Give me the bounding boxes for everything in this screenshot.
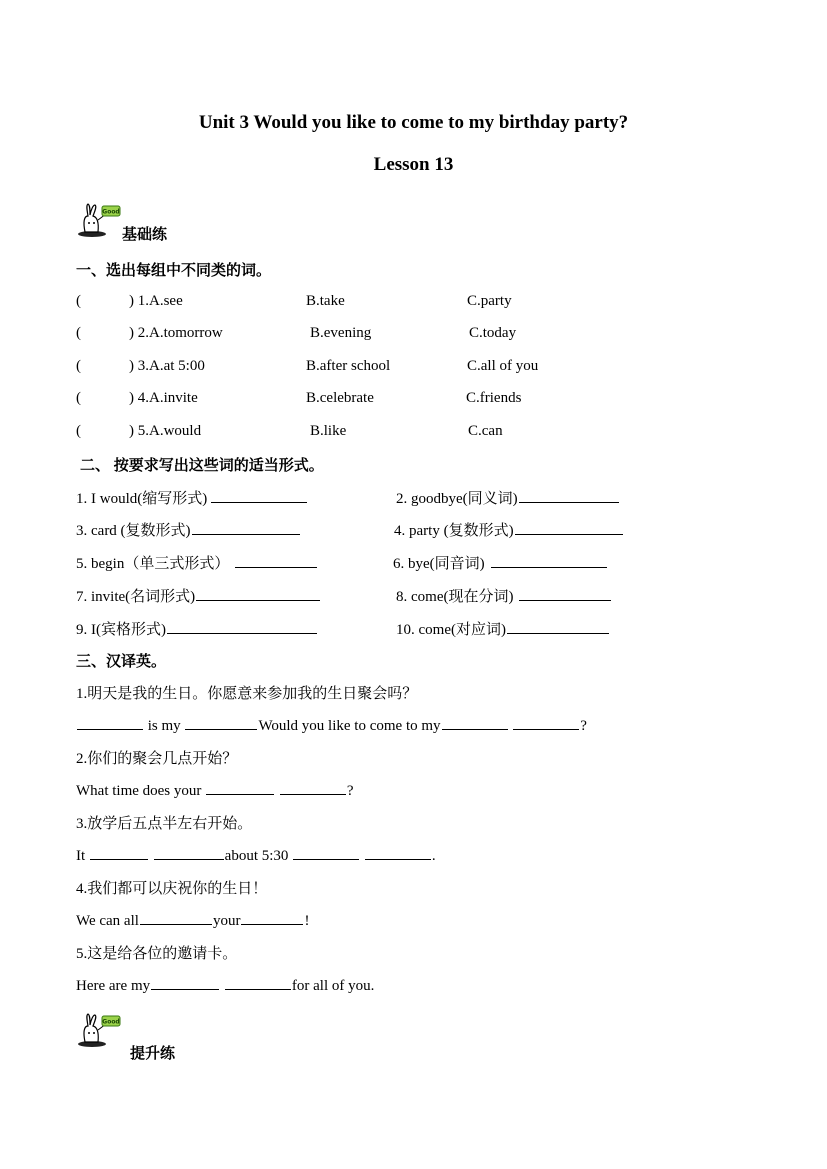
answer-bracket: (	[76, 293, 81, 309]
rabbit-good-icon	[76, 202, 122, 238]
word-form-item	[393, 552, 608, 573]
item-text: 1. I would(缩写形式)	[76, 491, 208, 507]
choice-b: B.evening	[310, 325, 372, 341]
translation-prompt: 3.放学后五点半左右开始。	[76, 816, 253, 832]
translation-line	[76, 975, 374, 995]
line-text: your	[212, 913, 241, 929]
item-text: 6. bye(同音词)	[393, 556, 485, 572]
section2-heading: 二、 按要求写出这些词的适当形式。	[80, 458, 324, 474]
translation-line	[76, 910, 309, 930]
answer-blank[interactable]	[515, 520, 623, 535]
answer-bracket: (	[76, 390, 81, 406]
word-form-item	[76, 519, 301, 540]
item-text: 7. invite(名词形式)	[76, 589, 196, 605]
answer-blank[interactable]	[211, 488, 307, 503]
word-form-item	[394, 519, 624, 540]
item-text: 2. goodbye(同义词)	[396, 491, 518, 507]
choice-b: B.celebrate	[306, 390, 374, 406]
word-form-item	[396, 487, 620, 508]
word-form-item	[76, 585, 321, 606]
translation-line	[76, 780, 354, 800]
answer-blank[interactable]	[442, 715, 508, 730]
choice-b: B.like	[310, 423, 347, 439]
answer-blank[interactable]	[206, 780, 274, 795]
answer-blank[interactable]	[293, 845, 359, 860]
lesson-title: Lesson 13	[373, 154, 454, 175]
item-text: 5. begin（单三式形式）	[76, 556, 230, 572]
section1-heading: 一、选出每组中不同类的词。	[76, 263, 272, 279]
answer-blank[interactable]	[77, 715, 143, 730]
section-badge-basic: 基础练	[122, 227, 168, 243]
choice-c: C.all of you	[467, 358, 539, 374]
answer-blank[interactable]	[519, 488, 619, 503]
word-form-item	[76, 552, 318, 573]
choice-c: C.can	[468, 423, 503, 439]
answer-blank[interactable]	[140, 910, 212, 925]
answer-blank[interactable]	[513, 715, 579, 730]
section3-heading: 三、汉译英。	[76, 654, 167, 670]
section-badge-advanced: 提升练	[130, 1046, 176, 1062]
answer-blank[interactable]	[185, 715, 257, 730]
translation-prompt: 5.这是给各位的邀请卡。	[76, 946, 238, 962]
answer-blank[interactable]	[90, 845, 148, 860]
line-text: Would you like to come to my	[258, 718, 441, 734]
word-form-item	[396, 585, 612, 606]
answer-blank[interactable]	[507, 619, 609, 634]
translation-prompt: 1.明天是我的生日。你愿意来参加我的生日聚会吗？	[76, 686, 418, 702]
answer-blank[interactable]	[151, 975, 219, 990]
line-text: Here are my	[76, 978, 151, 994]
answer-blank[interactable]	[519, 586, 611, 601]
item-text: 9. I(宾格形式)	[76, 622, 166, 638]
choice-c: C.friends	[466, 390, 522, 406]
choice-a: ) 3.A.at 5:00	[129, 358, 205, 374]
answer-blank[interactable]	[196, 586, 320, 601]
answer-bracket: (	[76, 325, 81, 341]
item-text: 8. come(现在分词)	[396, 589, 514, 605]
choice-c: C.today	[469, 325, 517, 341]
rabbit-good-icon	[76, 1012, 122, 1048]
line-text: .	[431, 848, 436, 864]
word-form-item	[396, 618, 610, 639]
translation-line	[76, 715, 587, 735]
page-title: Unit 3 Would you like to come to my birthday party?	[198, 112, 629, 133]
item-text: 3. card (复数形式)	[76, 523, 191, 539]
choice-a: ) 1.A.see	[129, 293, 183, 309]
answer-blank[interactable]	[154, 845, 224, 860]
translation-prompt: 4.我们都可以庆祝你的生日！	[76, 881, 268, 897]
answer-blank[interactable]	[365, 845, 431, 860]
line-text: is my	[147, 718, 181, 734]
answer-blank[interactable]	[280, 780, 346, 795]
line-text: ?	[346, 783, 354, 799]
choice-b: B.take	[306, 293, 345, 309]
line-text: It	[76, 848, 86, 864]
item-text: 4. party (复数形式)	[394, 523, 514, 539]
word-form-item	[76, 618, 318, 639]
answer-blank[interactable]	[491, 553, 607, 568]
choice-a: ) 2.A.tomorrow	[129, 325, 223, 341]
line-text: ?	[580, 718, 587, 734]
answer-blank[interactable]	[235, 553, 317, 568]
word-form-item	[76, 487, 308, 508]
answer-blank[interactable]	[241, 910, 303, 925]
line-text: for all of you.	[291, 978, 375, 994]
choice-a: ) 5.A.would	[129, 423, 202, 439]
answer-blank[interactable]	[167, 619, 317, 634]
line-text: !	[304, 913, 310, 929]
line-text: What time does your	[76, 783, 202, 799]
answer-blank[interactable]	[225, 975, 291, 990]
line-text: We can all	[76, 913, 139, 929]
item-text: 10. come(对应词)	[396, 622, 506, 638]
translation-line	[76, 845, 436, 865]
translation-prompt: 2.你们的聚会几点开始？	[76, 751, 238, 767]
answer-bracket: (	[76, 423, 81, 439]
choice-a: ) 4.A.invite	[129, 390, 198, 406]
choice-c: C.party	[467, 293, 512, 309]
answer-bracket: (	[76, 358, 81, 374]
answer-blank[interactable]	[192, 520, 300, 535]
line-text: about 5:30	[224, 848, 289, 864]
choice-b: B.after school	[306, 358, 391, 374]
